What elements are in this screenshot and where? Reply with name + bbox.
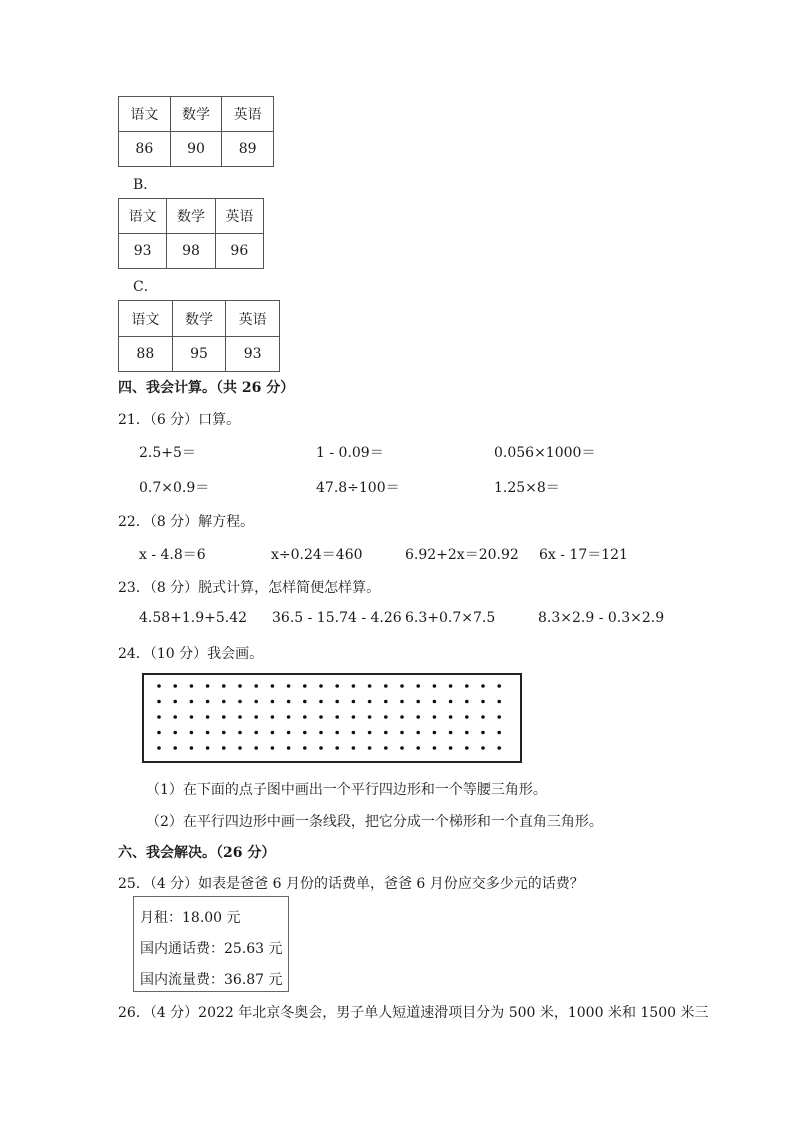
grid-dot — [287, 700, 291, 704]
grid-dot — [254, 684, 258, 688]
section-6-title: 六、我会解决。（26 分） — [118, 845, 276, 861]
grid-dot — [465, 700, 469, 704]
grid-dot — [173, 715, 177, 719]
grid-dot — [157, 684, 161, 688]
equation-item: 6x - 17＝121 — [539, 547, 628, 563]
oral-calc-item: 1 - 0.09＝ — [316, 445, 384, 461]
question-24: 24．（10 分）我会画。 — [118, 646, 264, 662]
grid-dot — [384, 700, 388, 704]
grid-dot — [449, 746, 453, 750]
table-cell: 89 — [222, 132, 274, 167]
calc-item: 6.3+0.7×7.5 — [405, 610, 496, 626]
oral-calc-item: 47.8÷100＝ — [316, 480, 400, 496]
question-21: 21．（6 分）口算。 — [118, 412, 241, 428]
grid-dot — [368, 731, 372, 735]
grid-dot — [271, 684, 275, 688]
grid-dot — [384, 731, 388, 735]
grid-dot — [190, 684, 194, 688]
grid-dot — [481, 731, 485, 735]
grid-dot — [190, 700, 194, 704]
grid-dot — [368, 684, 372, 688]
grid-dot — [173, 731, 177, 735]
section-4-title: 四、我会计算。（共 26 分） — [118, 380, 295, 396]
grid-dot — [384, 715, 388, 719]
grid-dot — [271, 715, 275, 719]
grid-dot — [400, 715, 404, 719]
grid-dot — [335, 700, 339, 704]
grid-dot — [352, 684, 356, 688]
grid-dot — [497, 731, 501, 735]
oral-calc-item: 2.5+5＝ — [139, 445, 196, 461]
grid-dot — [433, 715, 437, 719]
question-22: 22．（8 分）解方程。 — [118, 514, 255, 530]
grid-dot — [368, 700, 372, 704]
grid-dot — [416, 715, 420, 719]
oral-calc-item: 0.056×1000＝ — [494, 445, 596, 461]
question-26: 26．（4 分）2022 年北京冬奥会，男子单人短道速滑项目分为 500 米，1000 米和 1500 米三 — [118, 1005, 709, 1021]
calc-item: 8.3×2.9 - 0.3×2.9 — [538, 610, 665, 626]
grid-dot — [238, 731, 242, 735]
grid-dot — [206, 731, 210, 735]
oral-calc-item: 1.25×8＝ — [494, 480, 560, 496]
table-header: 语文 — [119, 301, 173, 337]
grid-dot — [303, 700, 307, 704]
grid-dot — [206, 715, 210, 719]
grid-dot — [368, 746, 372, 750]
table-cell: 98 — [167, 234, 215, 269]
grid-dot — [400, 684, 404, 688]
grid-dot — [271, 731, 275, 735]
grid-dot — [481, 684, 485, 688]
grid-dot — [190, 746, 194, 750]
grid-dot — [433, 746, 437, 750]
grid-dot — [335, 715, 339, 719]
grid-dot — [416, 746, 420, 750]
phone-bill-box — [133, 896, 289, 992]
grid-dot — [497, 700, 501, 704]
grid-dot — [497, 746, 501, 750]
grid-dot — [303, 684, 307, 688]
grid-dot — [238, 684, 242, 688]
grid-dot — [335, 746, 339, 750]
grid-dot — [222, 700, 226, 704]
calc-item: 36.5 - 15.74 - 4.26 — [272, 610, 402, 626]
grid-dot — [222, 715, 226, 719]
table-header: 英语 — [226, 301, 280, 337]
grid-dot — [206, 684, 210, 688]
grid-dot — [368, 715, 372, 719]
grid-dot — [352, 731, 356, 735]
grid-dot — [190, 715, 194, 719]
grid-dot — [481, 700, 485, 704]
bill-line: 国内流量费：36.87 元 — [140, 972, 283, 988]
grid-dot — [173, 746, 177, 750]
grid-dot — [254, 746, 258, 750]
equation-item: x - 4.8＝6 — [139, 547, 206, 563]
grid-dot — [449, 684, 453, 688]
grid-dot — [271, 746, 275, 750]
grid-dot — [449, 700, 453, 704]
table-header: 语文 — [119, 199, 167, 234]
table-cell: 95 — [172, 337, 226, 372]
equation-item: 6.92+2x＝20.92 — [405, 547, 519, 563]
question-24-part-2: （2）在平行四边形中画一条线段，把它分成一个梯形和一个直角三角形。 — [146, 814, 603, 830]
grid-dot — [335, 731, 339, 735]
grid-dot — [465, 731, 469, 735]
grid-dot — [319, 700, 323, 704]
question-25: 25．（4 分）如表是爸爸 6 月份的话费单，爸爸 6 月份应交多少元的话费？ — [118, 876, 584, 892]
table-cell: 93 — [226, 337, 280, 372]
grid-dot — [254, 731, 258, 735]
grid-dot — [497, 715, 501, 719]
grid-dot — [222, 731, 226, 735]
grid-dot — [352, 715, 356, 719]
grid-dot — [433, 731, 437, 735]
grid-dot — [287, 746, 291, 750]
grid-dot — [303, 746, 307, 750]
question-24-part-1: （1）在下面的点子图中画出一个平行四边形和一个等腰三角形。 — [146, 782, 547, 798]
score-table-b — [118, 198, 264, 269]
grid-dot — [238, 746, 242, 750]
grid-dot — [303, 715, 307, 719]
grid-dot — [384, 684, 388, 688]
grid-dot — [157, 731, 161, 735]
grid-dot — [400, 700, 404, 704]
grid-dot — [190, 731, 194, 735]
grid-dot — [416, 700, 420, 704]
grid-dot — [352, 700, 356, 704]
grid-dot — [416, 731, 420, 735]
score-table-c — [118, 300, 280, 372]
grid-dot — [481, 715, 485, 719]
table-cell: 96 — [215, 234, 263, 269]
grid-dot — [465, 746, 469, 750]
table-cell: 90 — [170, 132, 222, 167]
grid-dot — [157, 700, 161, 704]
table-header: 英语 — [215, 199, 263, 234]
grid-dot — [173, 700, 177, 704]
oral-calc-item: 0.7×0.9＝ — [139, 480, 210, 496]
grid-dot — [400, 731, 404, 735]
table-header: 语文 — [119, 97, 171, 132]
grid-dot — [465, 715, 469, 719]
grid-dot — [416, 684, 420, 688]
grid-dot — [222, 684, 226, 688]
dot-grid[interactable] — [142, 673, 522, 763]
score-table-a — [118, 96, 274, 167]
grid-dot — [206, 700, 210, 704]
equation-item: x÷0.24＝460 — [271, 547, 363, 563]
grid-dot — [319, 731, 323, 735]
grid-dot — [384, 746, 388, 750]
table-cell: 93 — [119, 234, 167, 269]
grid-dot — [254, 700, 258, 704]
grid-dot — [335, 684, 339, 688]
grid-dot — [238, 700, 242, 704]
grid-dot — [254, 715, 258, 719]
option-c-label: C． — [133, 279, 158, 295]
grid-dot — [352, 746, 356, 750]
grid-dot — [449, 715, 453, 719]
calc-item: 4.58+1.9+5.42 — [139, 610, 248, 626]
grid-dot — [449, 731, 453, 735]
grid-dot — [206, 746, 210, 750]
grid-dot — [238, 715, 242, 719]
grid-dot — [157, 715, 161, 719]
table-cell: 86 — [119, 132, 171, 167]
grid-dot — [303, 731, 307, 735]
table-header: 数学 — [170, 97, 222, 132]
table-header: 英语 — [222, 97, 274, 132]
grid-dot — [400, 746, 404, 750]
grid-dot — [271, 700, 275, 704]
grid-dot — [319, 684, 323, 688]
grid-dot — [287, 684, 291, 688]
dot-grid-svg — [144, 675, 520, 761]
grid-dot — [319, 715, 323, 719]
grid-dot — [497, 684, 501, 688]
grid-dot — [222, 746, 226, 750]
option-b-label: B． — [133, 177, 158, 193]
grid-dot — [287, 715, 291, 719]
grid-dot — [173, 684, 177, 688]
grid-dot — [465, 684, 469, 688]
table-header: 数学 — [172, 301, 226, 337]
table-cell: 88 — [119, 337, 173, 372]
bill-line: 国内通话费：25.63 元 — [140, 941, 283, 957]
grid-dot — [433, 700, 437, 704]
grid-dot — [319, 746, 323, 750]
grid-dot — [481, 746, 485, 750]
question-23: 23．（8 分）脱式计算，怎样简便怎样算。 — [118, 580, 381, 596]
grid-dot — [287, 731, 291, 735]
grid-dot — [433, 684, 437, 688]
grid-dot — [157, 746, 161, 750]
table-header: 数学 — [167, 199, 215, 234]
bill-line: 月租：18.00 元 — [140, 910, 241, 926]
